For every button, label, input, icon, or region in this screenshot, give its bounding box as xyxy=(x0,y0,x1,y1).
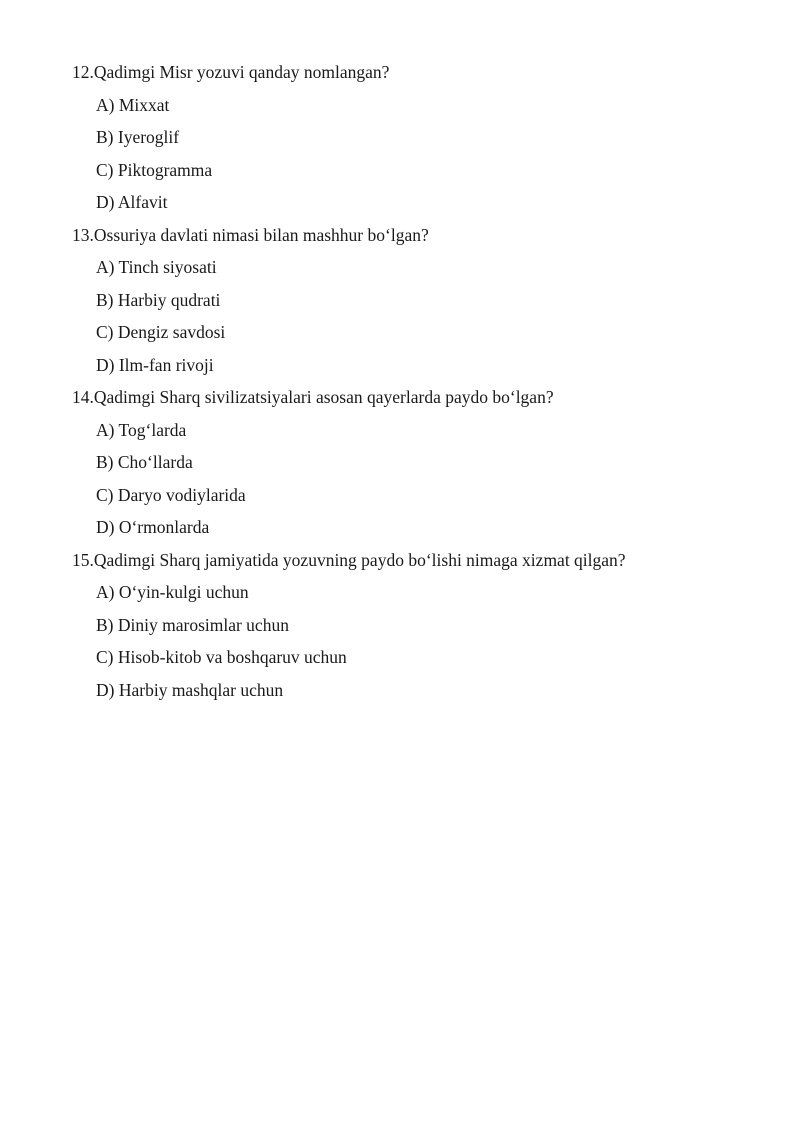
question-text xyxy=(72,381,752,414)
option-text: Ilm-fan rivoji xyxy=(118,354,214,375)
option-c xyxy=(96,154,752,187)
option-list xyxy=(72,576,752,706)
option-letter: B) xyxy=(96,289,114,310)
option-text: Tog‘larda xyxy=(118,419,187,440)
option-d xyxy=(96,674,752,707)
question-13 xyxy=(72,219,752,382)
question-14 xyxy=(72,381,752,544)
option-text: Harbiy qudrati xyxy=(117,289,221,310)
option-letter: C) xyxy=(96,159,114,180)
option-text: Harbiy mashqlar uchun xyxy=(118,679,284,700)
option-letter: A) xyxy=(96,582,115,602)
option-letter: A) xyxy=(96,419,115,440)
option-text: Tinch siyosati xyxy=(118,257,217,277)
option-letter: D) xyxy=(96,517,115,537)
option-letter: A) xyxy=(96,257,115,277)
option-text: Hisob-kitob va boshqaruv uchun xyxy=(117,647,347,667)
option-text: Iyeroglif xyxy=(117,127,180,147)
question-body: Qadimgi Misr yozuvi qanday nomlangan? xyxy=(93,62,390,82)
option-letter: D) xyxy=(96,354,115,375)
option-b xyxy=(96,121,752,154)
option-c xyxy=(96,479,752,512)
option-letter: B) xyxy=(96,452,114,472)
option-text: Dengiz savdosi xyxy=(117,322,226,342)
option-list xyxy=(72,89,752,219)
option-letter: C) xyxy=(96,322,114,342)
option-letter: A) xyxy=(96,94,115,115)
option-letter: B) xyxy=(96,614,114,635)
option-text: Cho‘llarda xyxy=(117,452,193,472)
option-b xyxy=(96,446,752,479)
question-list xyxy=(72,56,752,706)
option-text: Daryo vodiylarida xyxy=(117,484,246,505)
question-number: 12. xyxy=(72,62,94,82)
question-body: Qadimgi Sharq jamiyatida yozuvning paydo bo‘lishi nimaga xizmat qilgan? xyxy=(93,549,626,570)
option-text: Alfavit xyxy=(117,192,168,212)
option-a xyxy=(96,251,752,284)
option-text: Mixxat xyxy=(118,94,170,115)
option-list xyxy=(72,414,752,544)
question-text xyxy=(72,544,752,577)
question-number: 13. xyxy=(72,224,94,245)
option-c xyxy=(96,316,752,349)
option-letter: D) xyxy=(96,679,115,700)
option-letter: B) xyxy=(96,127,114,147)
option-d xyxy=(96,186,752,219)
question-12 xyxy=(72,56,752,219)
option-text: Piktogramma xyxy=(117,159,213,180)
option-d xyxy=(96,511,752,544)
question-text xyxy=(72,56,752,89)
option-b xyxy=(96,284,752,317)
option-list xyxy=(72,251,752,381)
option-letter: C) xyxy=(96,484,114,505)
option-text: O‘yin-kulgi uchun xyxy=(118,582,249,602)
question-number: 15. xyxy=(72,549,94,570)
option-a xyxy=(96,576,752,609)
option-a xyxy=(96,414,752,447)
question-body: Ossuriya davlati nimasi bilan mashhur bo‘lgan? xyxy=(93,224,429,245)
option-c xyxy=(96,641,752,674)
question-15 xyxy=(72,544,752,707)
option-letter: C) xyxy=(96,647,114,667)
option-text: O‘rmonlarda xyxy=(118,517,210,537)
option-letter: D) xyxy=(96,192,115,212)
option-text: Diniy marosimlar uchun xyxy=(117,614,289,635)
option-d xyxy=(96,349,752,382)
question-text xyxy=(72,219,752,252)
question-body: Qadimgi Sharq sivilizatsiyalari asosan qayerlarda paydo bo‘lgan? xyxy=(93,387,554,407)
option-a xyxy=(96,89,752,122)
question-number: 14. xyxy=(72,387,94,407)
option-b xyxy=(96,609,752,642)
